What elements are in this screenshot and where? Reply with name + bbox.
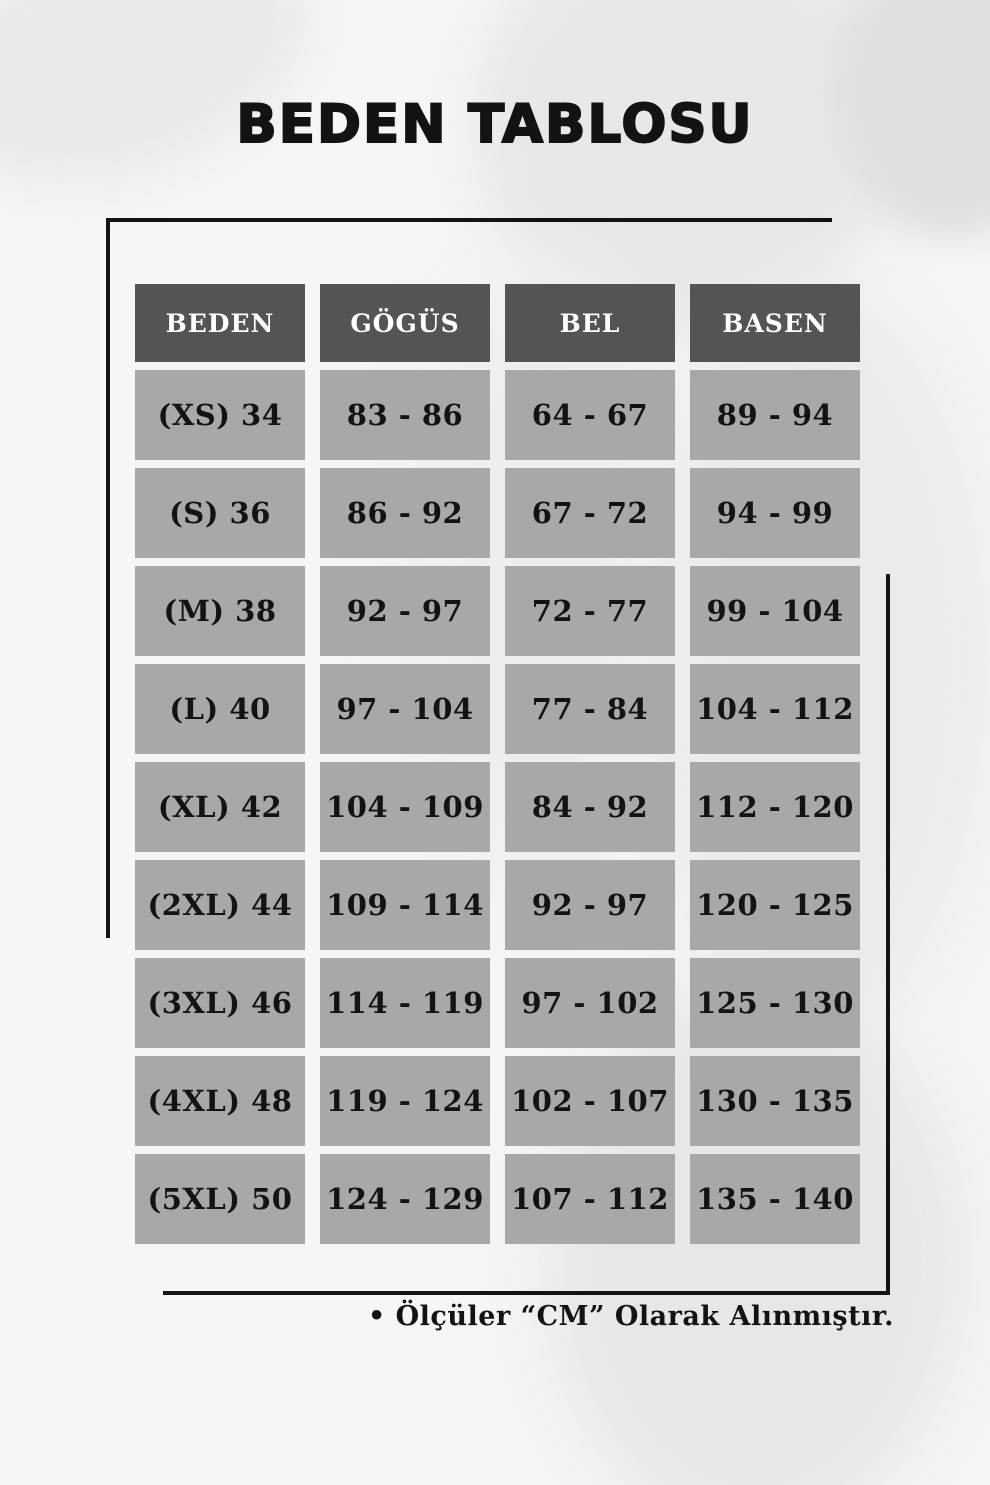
- size-table-cell: 112 - 120: [690, 762, 860, 852]
- size-table-cell: 104 - 109: [320, 762, 490, 852]
- size-table-cell: 97 - 102: [505, 958, 675, 1048]
- frame-line-right: [886, 574, 890, 1295]
- size-table-cell: (S) 36: [135, 468, 305, 558]
- size-table-header-cell: BEL: [505, 284, 675, 362]
- size-table-cell: 92 - 97: [505, 860, 675, 950]
- size-table-header-cell: BEDEN: [135, 284, 305, 362]
- size-table-cell: 72 - 77: [505, 566, 675, 656]
- size-table: [135, 284, 860, 1244]
- page-title: BEDEN TABLOSU: [236, 94, 754, 155]
- size-table-cell: 119 - 124: [320, 1056, 490, 1146]
- size-table-cell: 109 - 114: [320, 860, 490, 950]
- size-table-cell: (4XL) 48: [135, 1056, 305, 1146]
- size-table-cell: 94 - 99: [690, 468, 860, 558]
- size-table-header-cell: GÖGÜS: [320, 284, 490, 362]
- size-table-cell: 84 - 92: [505, 762, 675, 852]
- size-table-cell: (L) 40: [135, 664, 305, 754]
- size-table-cell: 104 - 112: [690, 664, 860, 754]
- size-table-cell: 99 - 104: [690, 566, 860, 656]
- size-table-cell: 135 - 140: [690, 1154, 860, 1244]
- size-table-cell: 124 - 129: [320, 1154, 490, 1244]
- size-table-header-cell: BASEN: [690, 284, 860, 362]
- size-table-cell: (2XL) 44: [135, 860, 305, 950]
- size-table-cell: (5XL) 50: [135, 1154, 305, 1244]
- size-table-cell: 125 - 130: [690, 958, 860, 1048]
- size-table-cell: (XL) 42: [135, 762, 305, 852]
- measurement-unit-note: • Ölçüler “CM” Olarak Alınmıştır.: [368, 1301, 894, 1332]
- size-table-cell: 64 - 67: [505, 370, 675, 460]
- size-table-cell: 92 - 97: [320, 566, 490, 656]
- size-table-cell: (M) 38: [135, 566, 305, 656]
- size-table-cell: (3XL) 46: [135, 958, 305, 1048]
- frame-line-top: [106, 218, 832, 222]
- size-table-cell: 86 - 92: [320, 468, 490, 558]
- size-table-cell: 97 - 104: [320, 664, 490, 754]
- size-table-cell: 120 - 125: [690, 860, 860, 950]
- size-table-cell: 89 - 94: [690, 370, 860, 460]
- size-table-cell: 83 - 86: [320, 370, 490, 460]
- size-table-cell: 77 - 84: [505, 664, 675, 754]
- size-table-cell: 107 - 112: [505, 1154, 675, 1244]
- size-table-cell: 102 - 107: [505, 1056, 675, 1146]
- frame-line-bottom: [163, 1291, 890, 1295]
- size-table-cell: 114 - 119: [320, 958, 490, 1048]
- size-table-cell: 130 - 135: [690, 1056, 860, 1146]
- size-table-cell: 67 - 72: [505, 468, 675, 558]
- size-table-cell: (XS) 34: [135, 370, 305, 460]
- frame-line-left: [106, 218, 110, 938]
